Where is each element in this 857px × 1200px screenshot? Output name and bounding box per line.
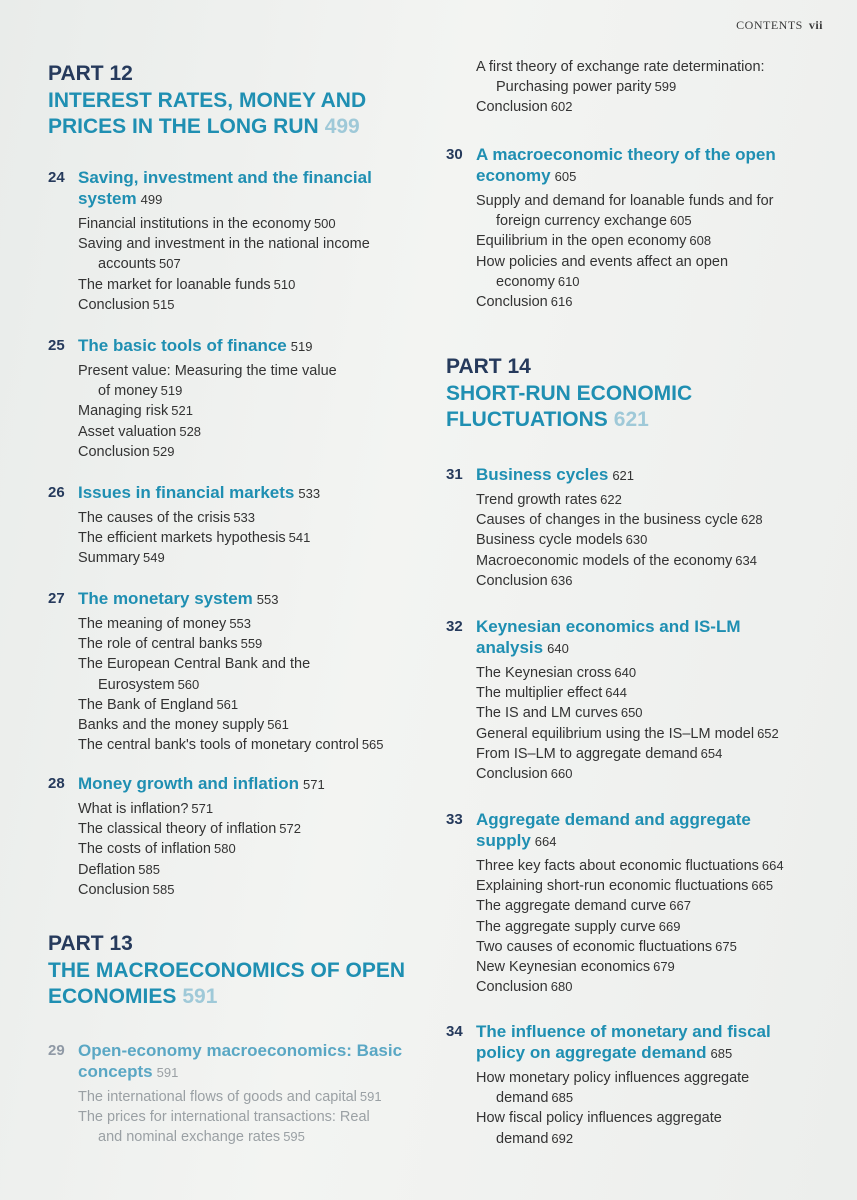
chapter-title-line	[78, 483, 438, 504]
toc-section[interactable]	[48, 1107, 438, 1147]
chapter-title-line	[78, 336, 438, 357]
toc-section[interactable]	[48, 528, 438, 548]
toc-section[interactable]	[48, 548, 438, 568]
section-page-number: 669	[658, 918, 681, 934]
section-page-number: 667	[669, 898, 691, 914]
section-page-number: 595	[283, 1129, 305, 1145]
chapter-title: economy	[476, 166, 551, 185]
section-page-number: 519	[160, 383, 183, 399]
section-page-number: 559	[240, 636, 263, 652]
chapter-30[interactable]	[446, 145, 826, 312]
section-page-number: 644	[605, 685, 627, 701]
section-title-line: Two causes of economic fluctuations	[476, 938, 713, 955]
chapter-number: 28	[48, 775, 65, 792]
toc-section[interactable]	[446, 510, 826, 530]
toc-section[interactable]	[446, 663, 826, 683]
section-title-line: The costs of inflation	[78, 841, 211, 858]
chapter-title-line	[476, 638, 826, 659]
section-title-line: The prices for international transactions: Real	[78, 1109, 370, 1126]
toc-section[interactable]	[446, 937, 826, 957]
chapter-page-number: 621	[612, 468, 635, 483]
chapter-title: concepts	[78, 1062, 153, 1081]
section-list	[446, 191, 826, 312]
chapter-title: The monetary system	[78, 589, 253, 608]
toc-section[interactable]	[446, 97, 826, 117]
part-page-number: 499	[324, 115, 360, 138]
part-title-line: ECONOMIES 591	[48, 985, 218, 1008]
section-page-number: 541	[288, 530, 311, 546]
part-14-label: PART 14	[446, 355, 531, 378]
section-title-line: The aggregate supply curve	[476, 918, 656, 935]
part-page-number: 621	[613, 408, 649, 431]
section-title-line: foreign currency exchange	[496, 213, 667, 230]
chapter-number: 30	[446, 146, 463, 163]
section-list	[48, 1087, 438, 1148]
toc-section[interactable]	[48, 275, 438, 295]
section-list	[48, 361, 438, 462]
chapter-34[interactable]	[446, 1022, 826, 1149]
toc-section[interactable]	[446, 57, 826, 97]
chapter-title-line	[476, 166, 826, 187]
chapter-page-number: 553	[256, 592, 279, 607]
toc-section[interactable]	[48, 234, 438, 274]
section-list	[48, 508, 438, 569]
section-list	[48, 614, 438, 755]
section-title-line: How monetary policy influences aggregate	[476, 1070, 750, 1086]
section-page-number: 585	[152, 881, 175, 897]
chapter-page-number: 591	[156, 1065, 179, 1080]
toc-section[interactable]	[446, 490, 826, 510]
section-title-line: Present value: Measuring the time value	[78, 363, 337, 379]
chapter-heading[interactable]	[48, 336, 438, 357]
section-title-line: Managing risk	[78, 403, 169, 420]
section-page-number: 560	[177, 676, 200, 692]
chapter-page-number: 664	[534, 834, 557, 849]
part-14-title	[446, 381, 692, 433]
section-title-line: Conclusion	[476, 294, 548, 311]
section-title-line: The causes of the crisis	[78, 510, 231, 526]
chapter-number: 29	[48, 1042, 65, 1059]
section-page-number: 565	[361, 737, 384, 753]
chapter-29[interactable]	[48, 1041, 438, 1148]
section-list	[446, 490, 826, 591]
section-title-line: Business cycle models	[476, 532, 623, 549]
section-page-number: 616	[550, 294, 573, 310]
section-page-number: 553	[229, 616, 252, 631]
chapter-title-line	[476, 1022, 826, 1043]
part-13-title	[48, 958, 405, 1010]
toc-section[interactable]	[446, 896, 826, 916]
section-title-line: The role of central banks	[78, 636, 238, 653]
chapter-number: 32	[446, 618, 463, 635]
chapter-title-line	[78, 1062, 438, 1083]
section-title-line: Eurosystem	[98, 676, 175, 693]
section-title-line: General equilibrium using the IS–LM model	[476, 725, 755, 742]
chapter-title-line	[78, 589, 438, 610]
chapter-title: Business cycles	[476, 465, 609, 484]
toc-section[interactable]	[446, 571, 826, 591]
toc-section[interactable]	[48, 735, 438, 755]
toc-section[interactable]	[48, 715, 438, 735]
chapter-title-line	[476, 810, 826, 831]
section-title-line: Supply and demand for loanable funds and for	[476, 193, 774, 209]
section-title-line: Asset valuation	[78, 423, 177, 440]
chapter-number: 25	[48, 337, 65, 354]
section-page-number: 680	[550, 979, 573, 995]
section-page-number: 630	[625, 532, 648, 548]
section-title-line: Conclusion	[476, 979, 548, 996]
part-title-line: THE MACROECONOMICS OF OPEN	[48, 959, 406, 982]
toc-section[interactable]	[446, 551, 826, 571]
section-page-number: 500	[313, 216, 336, 231]
section-title-line: The Bank of England	[78, 696, 214, 713]
chapter-page-number: 533	[298, 486, 321, 501]
section-list	[446, 1068, 826, 1149]
chapter-number: 34	[446, 1023, 463, 1040]
section-title-line: How fiscal policy influences aggregate	[476, 1110, 722, 1127]
chapter-heading[interactable]	[48, 483, 438, 504]
chapter-heading[interactable]	[446, 465, 826, 486]
section-title-line: The international flows of goods and capital	[78, 1089, 357, 1105]
section-page-number: 515	[152, 296, 175, 312]
section-title-line: and nominal exchange rates	[98, 1129, 281, 1146]
chapter-number: 26	[48, 484, 65, 501]
toc-section[interactable]	[48, 819, 438, 839]
chapter-title: Money growth and inflation	[78, 774, 299, 793]
section-title-line: The IS and LM curves	[476, 705, 618, 722]
section-page-number: 622	[600, 492, 622, 507]
section-page-number: 640	[614, 665, 637, 680]
section-title-line: Purchasing power parity	[496, 79, 652, 96]
section-title-line: The Keynesian cross	[476, 665, 612, 681]
section-title-line: Conclusion	[476, 99, 548, 116]
section-page-number: 561	[216, 696, 239, 712]
chapter-title: Issues in financial markets	[78, 483, 295, 502]
chapter-number: 33	[446, 811, 463, 828]
chapter-title: A macroeconomic theory of the open	[476, 145, 776, 164]
section-title-line: How policies and events affect an open	[476, 253, 729, 270]
section-list	[48, 799, 438, 900]
chapter-heading[interactable]	[48, 589, 438, 610]
running-header	[736, 18, 823, 33]
section-list	[48, 214, 438, 315]
section-page-number: 692	[551, 1130, 574, 1146]
chapter-title-line	[78, 774, 438, 795]
section-page-number: 507	[159, 256, 181, 272]
chapter-page-number: 605	[554, 169, 577, 184]
toc-section[interactable]	[48, 839, 438, 859]
section-page-number: 585	[138, 861, 160, 877]
part-title-line: SHORT-RUN ECONOMIC	[446, 382, 693, 405]
section-page-number: 580	[214, 841, 236, 857]
chapter-page-number: 519	[290, 339, 313, 354]
chapter-title-line	[78, 1041, 438, 1062]
chapter-title-line	[78, 189, 438, 210]
toc-section[interactable]	[446, 1068, 826, 1108]
toc-section[interactable]	[446, 764, 826, 784]
section-title-line: Explaining short-run economic fluctuations	[476, 878, 749, 895]
section-title-line: of money	[98, 383, 158, 400]
toc-section[interactable]	[48, 442, 438, 462]
chapter-page-number: 571	[302, 777, 325, 792]
toc-section[interactable]	[446, 856, 826, 876]
chapter-33[interactable]	[446, 810, 826, 997]
section-title-line: A first theory of exchange rate determination:	[476, 59, 765, 75]
chapter-24[interactable]	[48, 168, 438, 315]
part-title-line: PRICES IN THE LONG RUN 499	[48, 115, 360, 138]
part-12-label: PART 12	[48, 62, 133, 85]
chapter-heading[interactable]	[446, 617, 826, 659]
section-title-line: The central bank's tools of monetary control	[78, 737, 359, 754]
chapter-title: Aggregate demand and aggregate	[476, 810, 751, 829]
section-page-number: 533	[233, 510, 256, 525]
section-title-line: The European Central Bank and the	[78, 656, 311, 673]
toc-section[interactable]	[48, 654, 438, 694]
toc-section[interactable]	[48, 880, 438, 900]
section-page-number: 664	[761, 858, 784, 873]
section-title-line: Macroeconomic models of the economy	[476, 552, 733, 569]
section-page-number: 571	[191, 801, 214, 816]
section-page-number: 654	[700, 745, 723, 761]
section-page-number: 608	[689, 233, 712, 249]
chapter-page-number: 685	[710, 1046, 733, 1061]
toc-section[interactable]	[48, 1087, 438, 1107]
section-title-line: Banks and the money supply	[78, 717, 265, 734]
chapter-title-line	[476, 145, 826, 166]
toc-section[interactable]	[446, 957, 826, 977]
section-page-number: 665	[751, 878, 774, 894]
section-title-line: Three key facts about economic fluctuations	[476, 858, 759, 874]
toc-section[interactable]	[446, 191, 826, 231]
section-page-number: 660	[550, 766, 573, 782]
section-title-line: demand	[496, 1130, 549, 1147]
chapter-28[interactable]	[48, 774, 438, 900]
chapter-page-number: 640	[547, 641, 569, 656]
chapter-title: Open-economy macroeconomics: Basic	[78, 1041, 403, 1060]
chapter-page-number: 499	[140, 192, 163, 207]
chapter-title: Keynesian economics and IS-LM	[476, 617, 741, 636]
chapter-title: supply	[476, 831, 531, 850]
section-page-number: 599	[654, 79, 677, 95]
section-page-number: 561	[267, 717, 289, 733]
chapter-title: policy on aggregate demand	[476, 1043, 707, 1062]
section-page-number: 685	[551, 1090, 574, 1106]
section-title-line: Conclusion	[476, 766, 548, 783]
chapter-32[interactable]	[446, 617, 826, 784]
toc-section[interactable]	[48, 295, 438, 315]
chapter-number: 31	[446, 466, 463, 483]
section-page-number: 650	[620, 705, 643, 721]
toc-section[interactable]	[446, 252, 826, 292]
part-12-title	[48, 88, 366, 140]
chapter-heading[interactable]	[446, 810, 826, 852]
chapter-title-line	[476, 465, 826, 486]
toc-section[interactable]	[446, 1108, 826, 1148]
section-page-number: 529	[152, 443, 175, 459]
toc-section[interactable]	[446, 530, 826, 550]
chapter-number: 27	[48, 590, 65, 607]
section-page-number: 602	[550, 99, 573, 115]
section-title-line: Summary	[78, 550, 141, 567]
section-title-line: The meaning of money	[78, 616, 227, 632]
section-list	[446, 856, 826, 997]
chapter-title: The basic tools of finance	[78, 336, 287, 355]
chapter-heading[interactable]	[446, 1022, 826, 1064]
toc-section[interactable]	[446, 292, 826, 312]
chapter-title: Saving, investment and the financial	[78, 168, 372, 187]
section-title-line: The market for loanable funds	[78, 276, 271, 293]
section-page-number: 675	[715, 938, 737, 954]
section-page-number: 628	[740, 512, 763, 528]
section-list	[446, 663, 826, 784]
section-page-number: 549	[143, 550, 165, 566]
toc-section[interactable]	[48, 508, 438, 528]
section-title-line: The classical theory of inflation	[78, 821, 277, 838]
toc-section[interactable]	[48, 214, 438, 234]
chapter-title: system	[78, 189, 137, 208]
chapter-27[interactable]	[48, 589, 438, 755]
section-title-line: Saving and investment in the national income	[78, 236, 370, 253]
header-label: CONTENTS	[736, 18, 803, 32]
section-title-line: New Keynesian economics	[476, 959, 651, 976]
section-title-line: demand	[496, 1090, 549, 1107]
section-page-number: 510	[273, 276, 296, 292]
section-page-number: 521	[171, 403, 193, 419]
toc-section[interactable]	[446, 703, 826, 723]
part-13-label: PART 13	[48, 932, 133, 955]
chapter-title: The influence of monetary and fiscal	[476, 1022, 771, 1041]
section-page-number: 679	[653, 959, 675, 975]
toc-section[interactable]	[446, 724, 826, 744]
toc-section[interactable]	[48, 860, 438, 880]
section-title-line: accounts	[98, 256, 157, 273]
section-page-number: 528	[179, 423, 202, 439]
toc-section[interactable]	[446, 977, 826, 997]
section-title-line: Conclusion	[78, 296, 150, 313]
section-page-number: 652	[757, 725, 779, 741]
toc-section[interactable]	[446, 231, 826, 251]
section-page-number: 634	[735, 552, 757, 568]
toc-section[interactable]	[48, 614, 438, 634]
section-page-number: 572	[279, 821, 301, 837]
chapter-title-line	[476, 831, 826, 852]
toc-section[interactable]	[446, 876, 826, 896]
section-title-line: Equilibrium in the open economy	[476, 233, 687, 250]
chapter-heading[interactable]	[48, 774, 438, 795]
toc-section[interactable]	[446, 917, 826, 937]
chapter-heading[interactable]	[48, 168, 438, 210]
section-title-line: Trend growth rates	[476, 492, 598, 508]
toc-section[interactable]	[48, 634, 438, 654]
section-page-number: 591	[359, 1089, 382, 1104]
toc-section[interactable]	[48, 361, 438, 401]
chapter-title: analysis	[476, 638, 544, 657]
section-title-line: Conclusion	[78, 443, 150, 460]
toc-section[interactable]	[48, 799, 438, 819]
section-title-line: Conclusion	[78, 881, 150, 898]
toc-section[interactable]	[446, 683, 826, 703]
toc-section[interactable]	[48, 401, 438, 421]
section-title-line: The aggregate demand curve	[476, 898, 667, 915]
section-page-number: 605	[669, 213, 692, 229]
chapter-title-line	[78, 168, 438, 189]
header-page-number: vii	[808, 18, 823, 32]
chapter-heading[interactable]	[48, 1041, 438, 1083]
chapter-heading[interactable]	[446, 145, 826, 187]
chapter-26[interactable]	[48, 483, 438, 569]
section-title-line: Financial institutions in the economy	[78, 216, 311, 232]
section-page-number: 636	[550, 572, 573, 588]
section-title-line: The efficient markets hypothesis	[78, 530, 286, 547]
chapter-number: 24	[48, 169, 65, 186]
section-title-line: Deflation	[78, 861, 136, 878]
section-title-line: The multiplier effect	[476, 685, 603, 702]
part-page-number: 591	[182, 985, 218, 1008]
section-title-line: From IS–LM to aggregate demand	[476, 745, 698, 762]
toc-section[interactable]	[446, 744, 826, 764]
chapter-31[interactable]	[446, 465, 826, 591]
toc-section[interactable]	[48, 695, 438, 715]
section-title-line: economy	[496, 273, 555, 290]
toc-section[interactable]	[48, 422, 438, 442]
section-page-number: 610	[557, 273, 580, 289]
part-title-line: INTEREST RATES, MONEY AND	[48, 89, 367, 112]
chapter-title-line	[476, 617, 826, 638]
chapter-title-line	[476, 1043, 826, 1064]
chapter-25[interactable]	[48, 336, 438, 462]
part-title-line: FLUCTUATIONS 621	[446, 408, 649, 431]
section-title-line: Causes of changes in the business cycle	[476, 512, 738, 529]
chapter-29-continued	[446, 57, 826, 118]
section-title-line: What is inflation?	[78, 801, 189, 817]
section-title-line: Conclusion	[476, 572, 548, 589]
